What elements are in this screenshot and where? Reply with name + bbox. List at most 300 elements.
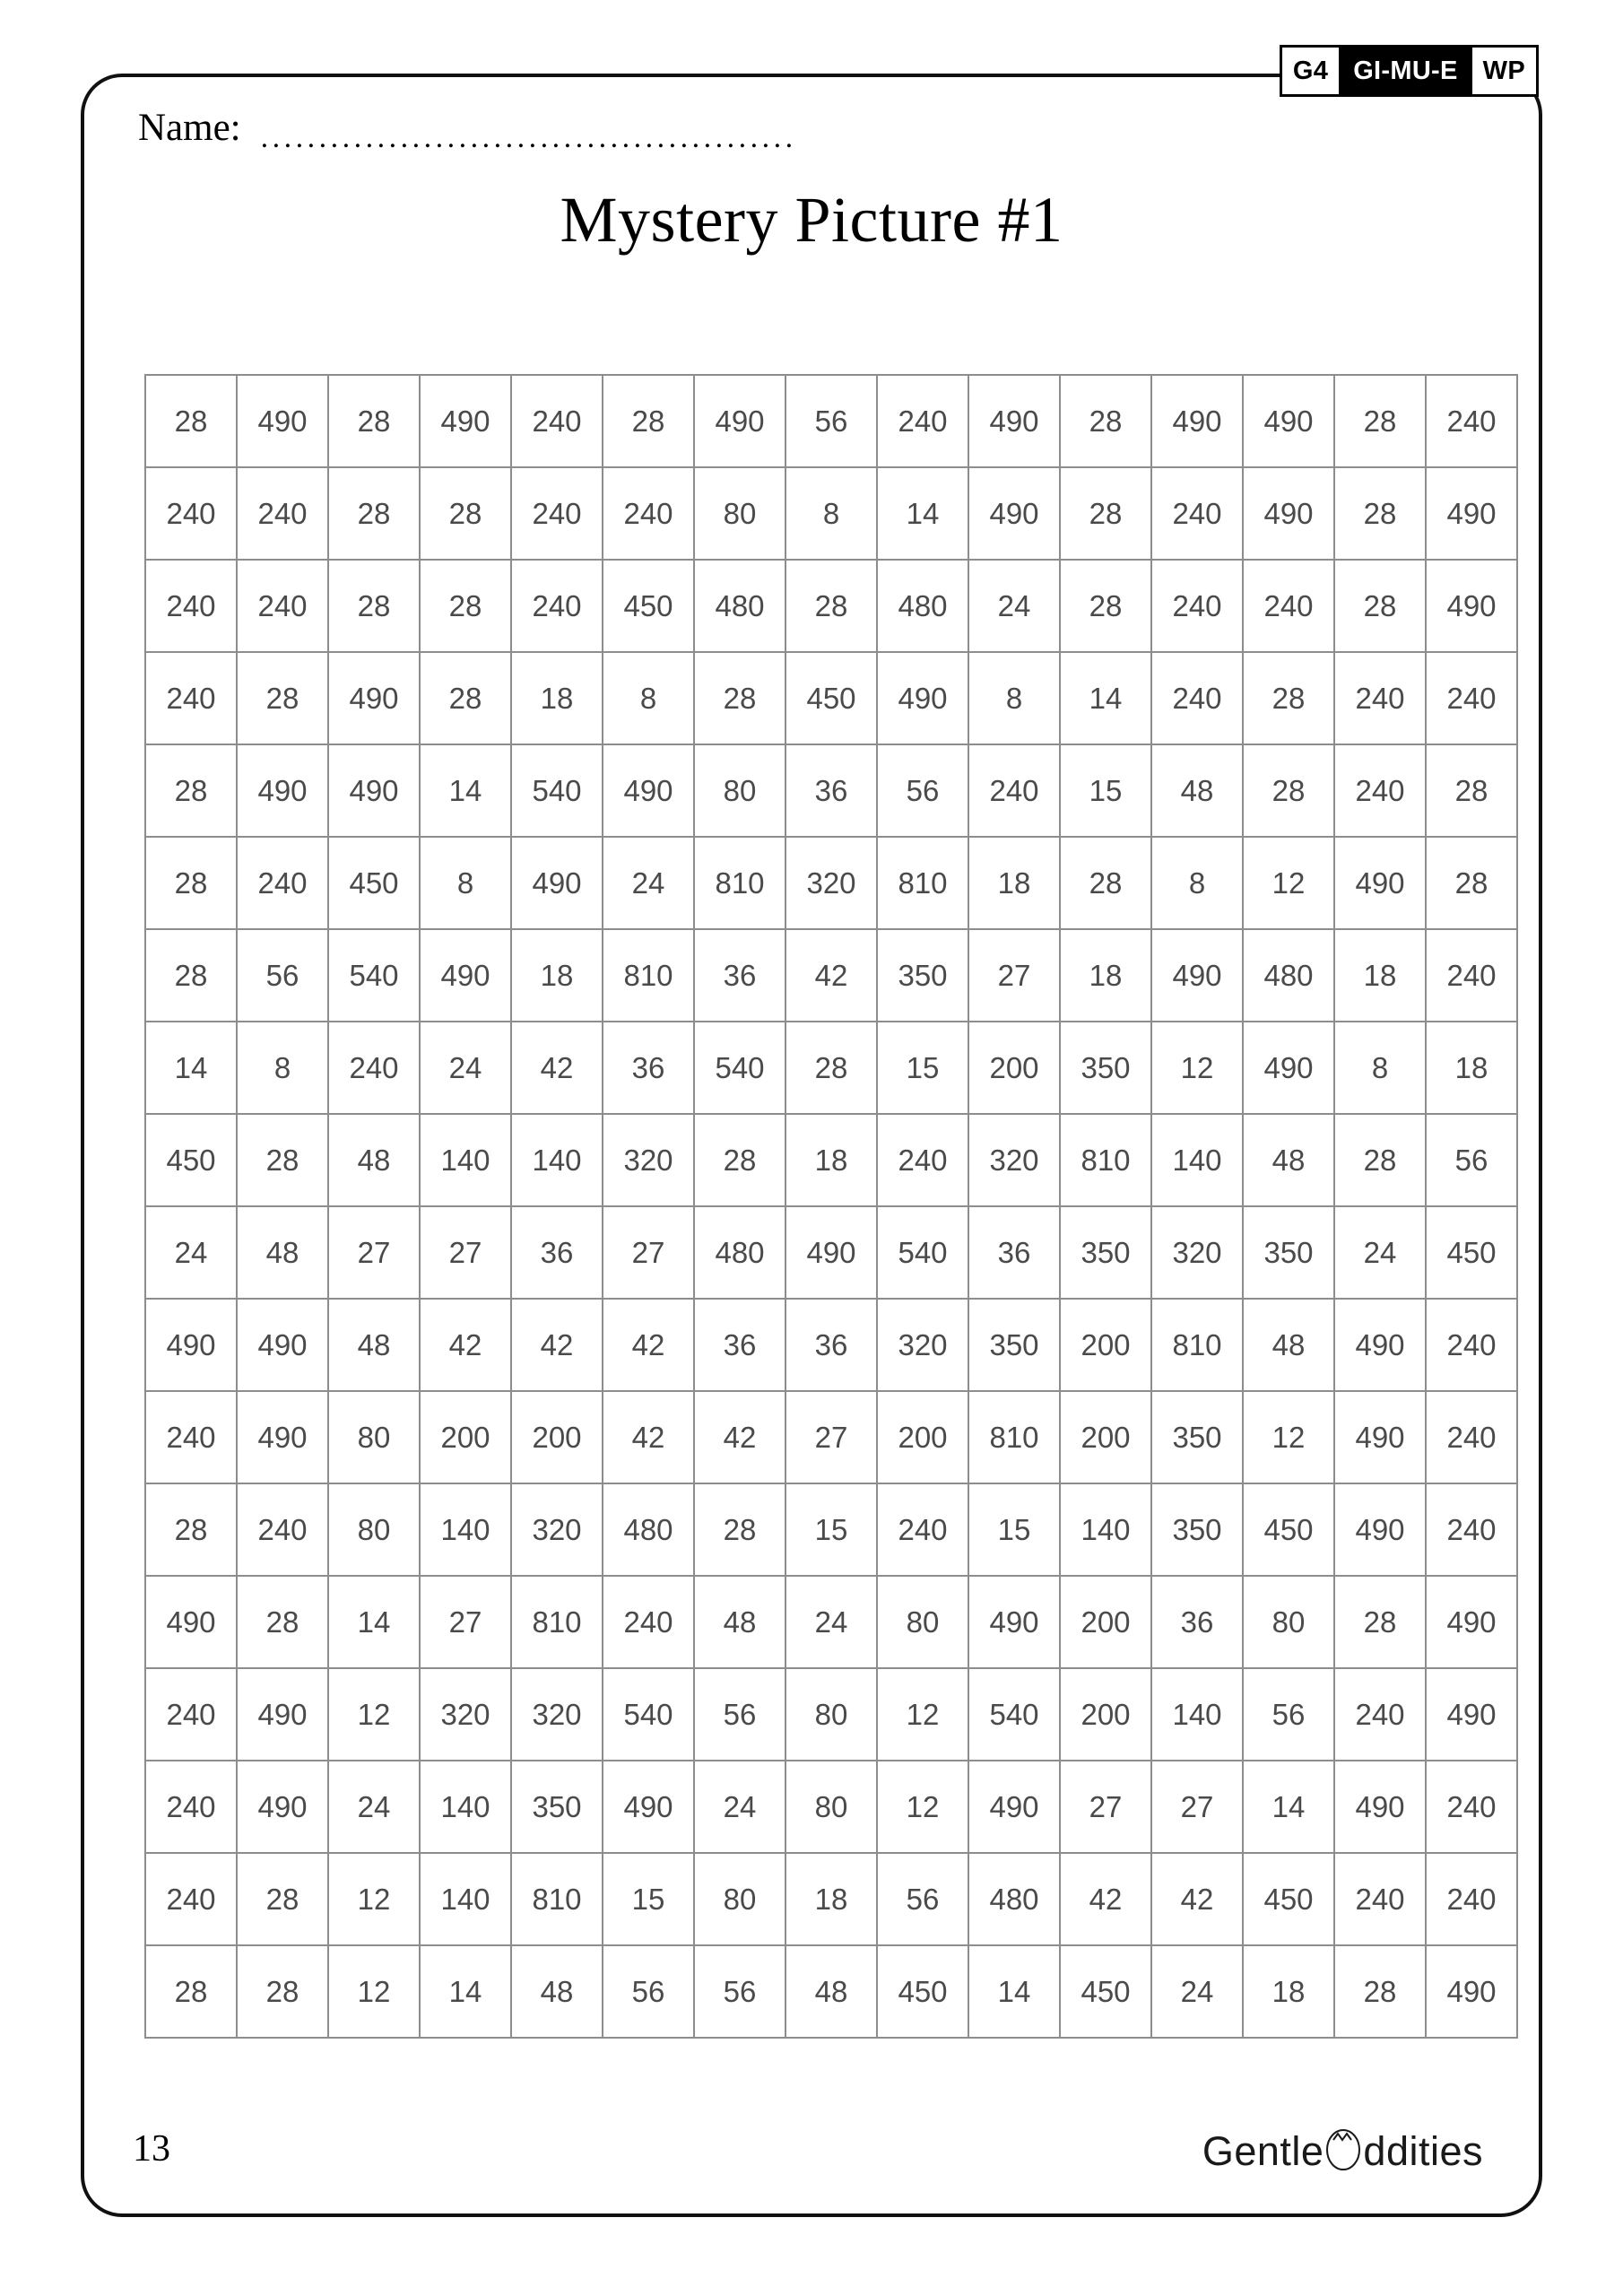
- grid-cell[interactable]: 490: [237, 744, 328, 837]
- grid-cell[interactable]: 240: [145, 1761, 237, 1853]
- grid-cell[interactable]: 480: [694, 1206, 785, 1299]
- grid-cell[interactable]: 140: [1060, 1483, 1151, 1576]
- grid-cell[interactable]: 24: [328, 1761, 420, 1853]
- grid-cell[interactable]: 140: [420, 1761, 511, 1853]
- badge-grade: G4: [1282, 48, 1339, 94]
- grid-cell[interactable]: 240: [328, 1022, 420, 1114]
- grid-cell[interactable]: 490: [1334, 1391, 1426, 1483]
- grid-cell[interactable]: 490: [877, 652, 968, 744]
- grid-cell[interactable]: 14: [877, 467, 968, 560]
- grid-cell[interactable]: 480: [1243, 929, 1334, 1022]
- grid-cell[interactable]: 350: [1151, 1391, 1243, 1483]
- grid-cell[interactable]: 36: [694, 929, 785, 1022]
- grid-cell[interactable]: 80: [694, 744, 785, 837]
- grid-cell[interactable]: 540: [328, 929, 420, 1022]
- grid-cell[interactable]: 490: [1243, 1022, 1334, 1114]
- grid-cell[interactable]: 810: [1151, 1299, 1243, 1391]
- grid-cell[interactable]: 200: [877, 1391, 968, 1483]
- grid-cell[interactable]: 540: [511, 744, 603, 837]
- grid-cell[interactable]: 540: [968, 1668, 1060, 1761]
- grid-cell[interactable]: 490: [145, 1299, 237, 1391]
- grid-cell[interactable]: 14: [968, 1945, 1060, 2038]
- grid-cell[interactable]: 12: [1243, 1391, 1334, 1483]
- grid-cell[interactable]: 27: [420, 1576, 511, 1668]
- grid-cell[interactable]: 28: [328, 375, 420, 467]
- grid-cell[interactable]: 240: [237, 560, 328, 652]
- grid-cell[interactable]: 450: [1060, 1945, 1151, 2038]
- grid-cell[interactable]: 28: [237, 1576, 328, 1668]
- grid-cell[interactable]: 28: [1060, 467, 1151, 560]
- grid-cell[interactable]: 140: [1151, 1114, 1243, 1206]
- grid-cell[interactable]: 350: [1060, 1206, 1151, 1299]
- grid-cell[interactable]: 490: [968, 1576, 1060, 1668]
- brand-name-prefix: Gentle: [1202, 2127, 1324, 2174]
- grid-cell[interactable]: 15: [785, 1483, 877, 1576]
- grid-cell[interactable]: 42: [511, 1022, 603, 1114]
- badge-type: WP: [1472, 48, 1536, 94]
- grid-cell[interactable]: 350: [1151, 1483, 1243, 1576]
- grid-row: [145, 375, 1517, 467]
- grid-cell[interactable]: 56: [603, 1945, 694, 2038]
- grid-cell[interactable]: 490: [1334, 1761, 1426, 1853]
- grid-cell[interactable]: 350: [968, 1299, 1060, 1391]
- grid-cell[interactable]: 12: [1151, 1022, 1243, 1114]
- name-field-row: [138, 106, 797, 154]
- grid-cell[interactable]: 28: [328, 560, 420, 652]
- grid-cell[interactable]: 350: [877, 929, 968, 1022]
- grid-cell[interactable]: 240: [1426, 1853, 1517, 1945]
- grid-cell[interactable]: 200: [1060, 1576, 1151, 1668]
- grid-cell[interactable]: 8: [1151, 837, 1243, 929]
- grid-cell[interactable]: 240: [511, 560, 603, 652]
- grid-cell[interactable]: 200: [1060, 1391, 1151, 1483]
- grid-cell[interactable]: 240: [1151, 560, 1243, 652]
- grid-cell[interactable]: 490: [968, 375, 1060, 467]
- grid-cell[interactable]: 28: [694, 652, 785, 744]
- grid-cell[interactable]: 42: [694, 1391, 785, 1483]
- grid-cell[interactable]: 240: [1334, 1668, 1426, 1761]
- grid-cell[interactable]: 36: [785, 744, 877, 837]
- grid-cell[interactable]: 240: [145, 1391, 237, 1483]
- grid-cell[interactable]: 48: [1243, 1299, 1334, 1391]
- grid-cell[interactable]: 490: [237, 1391, 328, 1483]
- grid-cell[interactable]: 490: [237, 1668, 328, 1761]
- grid-cell[interactable]: 56: [785, 375, 877, 467]
- grid-cell[interactable]: 18: [1243, 1945, 1334, 2038]
- grid-row: [145, 1761, 1517, 1853]
- grid-cell[interactable]: 28: [420, 560, 511, 652]
- grid-cell[interactable]: 27: [420, 1206, 511, 1299]
- grid-cell[interactable]: 240: [145, 1853, 237, 1945]
- grid-cell[interactable]: 490: [328, 744, 420, 837]
- grid-cell[interactable]: 450: [1243, 1483, 1334, 1576]
- grid-cell[interactable]: 240: [1334, 744, 1426, 837]
- grid-cell[interactable]: 240: [1334, 652, 1426, 744]
- grid-cell[interactable]: 450: [1426, 1206, 1517, 1299]
- grid-cell[interactable]: 28: [1334, 467, 1426, 560]
- grid-cell[interactable]: 18: [1060, 929, 1151, 1022]
- egg-icon: [1324, 2125, 1362, 2171]
- grid-cell[interactable]: 12: [328, 1853, 420, 1945]
- grid-cell[interactable]: 810: [694, 837, 785, 929]
- grid-cell[interactable]: 320: [968, 1114, 1060, 1206]
- grid-cell[interactable]: 24: [1334, 1206, 1426, 1299]
- grid-cell[interactable]: 810: [603, 929, 694, 1022]
- grid-cell[interactable]: 240: [145, 467, 237, 560]
- grid-cell[interactable]: 18: [785, 1114, 877, 1206]
- grid-cell[interactable]: 28: [694, 1483, 785, 1576]
- grid-cell[interactable]: 27: [603, 1206, 694, 1299]
- grid-cell[interactable]: 240: [1426, 929, 1517, 1022]
- grid-cell[interactable]: 240: [1426, 1391, 1517, 1483]
- grid-cell[interactable]: 240: [145, 652, 237, 744]
- grid-cell[interactable]: 42: [1060, 1853, 1151, 1945]
- grid-cell[interactable]: 480: [968, 1853, 1060, 1945]
- grid-cell[interactable]: 24: [968, 560, 1060, 652]
- grid-cell[interactable]: 350: [511, 1761, 603, 1853]
- grid-cell[interactable]: 490: [1426, 467, 1517, 560]
- grid-cell[interactable]: 240: [877, 1114, 968, 1206]
- grid-row: [145, 1206, 1517, 1299]
- grid-cell[interactable]: 140: [511, 1114, 603, 1206]
- grid-cell[interactable]: 28: [145, 744, 237, 837]
- grid-cell[interactable]: 490: [785, 1206, 877, 1299]
- grid-cell[interactable]: 28: [1334, 560, 1426, 652]
- grid-cell[interactable]: 490: [237, 1761, 328, 1853]
- grid-cell[interactable]: 42: [511, 1299, 603, 1391]
- grid-cell[interactable]: 28: [1243, 744, 1334, 837]
- grid-cell[interactable]: 42: [603, 1391, 694, 1483]
- grid-cell[interactable]: 320: [511, 1483, 603, 1576]
- grid-cell[interactable]: 490: [145, 1576, 237, 1668]
- grid-cell[interactable]: 200: [1060, 1668, 1151, 1761]
- grid-cell[interactable]: 490: [1426, 560, 1517, 652]
- grid-cell[interactable]: 320: [877, 1299, 968, 1391]
- grid-cell[interactable]: 14: [328, 1576, 420, 1668]
- grid-cell[interactable]: 56: [1426, 1114, 1517, 1206]
- grid-cell[interactable]: 27: [1060, 1761, 1151, 1853]
- grid-cell[interactable]: 490: [1426, 1945, 1517, 2038]
- grid-cell[interactable]: 810: [968, 1391, 1060, 1483]
- grid-cell[interactable]: 240: [237, 1483, 328, 1576]
- grid-cell[interactable]: 28: [420, 467, 511, 560]
- grid-cell[interactable]: 540: [694, 1022, 785, 1114]
- grid-cell[interactable]: 36: [1151, 1576, 1243, 1668]
- grid-cell[interactable]: 28: [1060, 375, 1151, 467]
- grid-cell[interactable]: 490: [237, 375, 328, 467]
- grid-cell[interactable]: 36: [603, 1022, 694, 1114]
- worksheet-page: [81, 56, 1542, 2217]
- grid-cell[interactable]: 28: [603, 375, 694, 467]
- grid-cell[interactable]: 18: [1426, 1022, 1517, 1114]
- grid-row: [145, 929, 1517, 1022]
- grid-cell[interactable]: 80: [785, 1668, 877, 1761]
- grid-cell[interactable]: 490: [1243, 375, 1334, 467]
- grid-row: [145, 1576, 1517, 1668]
- grid-cell[interactable]: 28: [145, 837, 237, 929]
- grid-row: [145, 837, 1517, 929]
- grid-cell[interactable]: 140: [420, 1853, 511, 1945]
- grid-cell[interactable]: 15: [877, 1022, 968, 1114]
- grid-cell[interactable]: 200: [511, 1391, 603, 1483]
- grid-cell[interactable]: 28: [237, 1945, 328, 2038]
- grid-cell[interactable]: 8: [785, 467, 877, 560]
- grid-cell[interactable]: 18: [511, 929, 603, 1022]
- grid-cell[interactable]: 12: [877, 1668, 968, 1761]
- grid-cell[interactable]: 240: [603, 1576, 694, 1668]
- grid-cell[interactable]: 240: [1426, 652, 1517, 744]
- grid-cell[interactable]: 490: [328, 652, 420, 744]
- grid-cell[interactable]: 27: [328, 1206, 420, 1299]
- grid-cell[interactable]: 240: [1426, 375, 1517, 467]
- grid-body: [145, 375, 1517, 2038]
- grid-cell[interactable]: 240: [877, 375, 968, 467]
- grid-cell[interactable]: 28: [1060, 837, 1151, 929]
- grid-cell[interactable]: 36: [694, 1299, 785, 1391]
- grid-cell[interactable]: 48: [694, 1576, 785, 1668]
- grid-cell[interactable]: 48: [785, 1945, 877, 2038]
- grid-cell[interactable]: 490: [1334, 1299, 1426, 1391]
- grid-cell[interactable]: 200: [1060, 1299, 1151, 1391]
- worksheet-code-badge: [1280, 45, 1539, 97]
- grid-cell[interactable]: 28: [1334, 1576, 1426, 1668]
- name-input-line[interactable]: ..............................................: [260, 121, 797, 154]
- name-label: Name:: [138, 107, 241, 149]
- grid-cell[interactable]: 8: [968, 652, 1060, 744]
- grid-cell[interactable]: 8: [1334, 1022, 1426, 1114]
- grid-cell[interactable]: 12: [328, 1945, 420, 2038]
- grid-cell[interactable]: 28: [694, 1114, 785, 1206]
- grid-cell[interactable]: 18: [785, 1853, 877, 1945]
- grid-cell[interactable]: 28: [785, 560, 877, 652]
- grid-cell[interactable]: 42: [603, 1299, 694, 1391]
- grid-cell[interactable]: 56: [1243, 1668, 1334, 1761]
- grid-cell[interactable]: 540: [603, 1668, 694, 1761]
- grid-cell[interactable]: 450: [328, 837, 420, 929]
- grid-cell[interactable]: 28: [145, 929, 237, 1022]
- grid-cell[interactable]: 18: [1334, 929, 1426, 1022]
- grid-cell[interactable]: 450: [145, 1114, 237, 1206]
- grid-cell[interactable]: 48: [511, 1945, 603, 2038]
- grid-row: [145, 1853, 1517, 1945]
- grid-cell[interactable]: 28: [145, 375, 237, 467]
- grid-cell[interactable]: 80: [785, 1761, 877, 1853]
- grid-cell[interactable]: 28: [145, 1483, 237, 1576]
- grid-cell[interactable]: 80: [694, 1853, 785, 1945]
- brand-name-suffix: ddities: [1363, 2127, 1483, 2174]
- mystery-picture-grid: [144, 374, 1518, 2039]
- grid-cell[interactable]: 480: [877, 560, 968, 652]
- grid-cell[interactable]: 490: [1426, 1576, 1517, 1668]
- grid-cell[interactable]: 450: [603, 560, 694, 652]
- grid-row: [145, 652, 1517, 744]
- grid-cell[interactable]: 12: [328, 1668, 420, 1761]
- grid-cell[interactable]: 56: [237, 929, 328, 1022]
- grid-cell[interactable]: 15: [603, 1853, 694, 1945]
- grid-cell[interactable]: 28: [1426, 837, 1517, 929]
- grid-cell[interactable]: 48: [328, 1299, 420, 1391]
- grid-cell[interactable]: 28: [1334, 1945, 1426, 2038]
- grid-cell[interactable]: 18: [511, 652, 603, 744]
- grid-cell[interactable]: 810: [877, 837, 968, 929]
- grid-cell[interactable]: 14: [1243, 1761, 1334, 1853]
- grid-cell[interactable]: 80: [328, 1391, 420, 1483]
- grid-cell[interactable]: 240: [1243, 560, 1334, 652]
- grid-row: [145, 1668, 1517, 1761]
- grid-cell[interactable]: 140: [420, 1114, 511, 1206]
- grid-cell[interactable]: 18: [968, 837, 1060, 929]
- grid-cell[interactable]: 480: [603, 1483, 694, 1576]
- grid-cell[interactable]: 490: [1334, 837, 1426, 929]
- grid-cell[interactable]: 320: [785, 837, 877, 929]
- grid-cell[interactable]: 14: [145, 1022, 237, 1114]
- grid-cell[interactable]: 56: [877, 744, 968, 837]
- grid-cell[interactable]: 490: [1426, 1668, 1517, 1761]
- grid-cell[interactable]: 490: [420, 375, 511, 467]
- grid-cell[interactable]: 320: [511, 1668, 603, 1761]
- grid-cell[interactable]: 14: [420, 1945, 511, 2038]
- grid-cell[interactable]: 28: [328, 467, 420, 560]
- grid-cell[interactable]: 450: [877, 1945, 968, 2038]
- grid-cell[interactable]: 240: [1426, 1761, 1517, 1853]
- grid-cell[interactable]: 28: [420, 652, 511, 744]
- grid-cell[interactable]: 28: [145, 1945, 237, 2038]
- grid-cell[interactable]: 24: [603, 837, 694, 929]
- grid-cell[interactable]: 24: [145, 1206, 237, 1299]
- grid-cell[interactable]: 28: [237, 1853, 328, 1945]
- grid-cell[interactable]: 450: [785, 652, 877, 744]
- grid-cell[interactable]: 28: [1426, 744, 1517, 837]
- grid-cell[interactable]: 490: [968, 467, 1060, 560]
- grid-cell[interactable]: 28: [1243, 652, 1334, 744]
- grid-cell[interactable]: 350: [1243, 1206, 1334, 1299]
- grid-cell[interactable]: 240: [1426, 1483, 1517, 1576]
- grid-cell[interactable]: 320: [603, 1114, 694, 1206]
- grid-cell[interactable]: 36: [968, 1206, 1060, 1299]
- grid-cell[interactable]: 490: [603, 744, 694, 837]
- grid-row: [145, 560, 1517, 652]
- grid-cell[interactable]: 140: [420, 1483, 511, 1576]
- grid-cell[interactable]: 28: [1334, 1114, 1426, 1206]
- grid-cell[interactable]: 28: [1334, 375, 1426, 467]
- grid-cell[interactable]: 240: [237, 837, 328, 929]
- grid-cell[interactable]: 200: [968, 1022, 1060, 1114]
- page-title: Mystery Picture #1: [560, 184, 1063, 256]
- grid-cell[interactable]: 490: [1334, 1483, 1426, 1576]
- grid-cell[interactable]: 240: [511, 375, 603, 467]
- grid-cell[interactable]: 810: [511, 1576, 603, 1668]
- grid-cell[interactable]: 490: [694, 375, 785, 467]
- grid-cell[interactable]: 80: [1243, 1576, 1334, 1668]
- grid-cell[interactable]: 490: [968, 1761, 1060, 1853]
- grid-cell[interactable]: 490: [237, 1299, 328, 1391]
- grid-cell[interactable]: 28: [237, 1114, 328, 1206]
- grid-cell[interactable]: 8: [603, 652, 694, 744]
- grid-cell[interactable]: 14: [420, 744, 511, 837]
- grid-cell[interactable]: 480: [694, 560, 785, 652]
- grid-row: [145, 1391, 1517, 1483]
- grid-cell[interactable]: 24: [785, 1576, 877, 1668]
- grid-cell[interactable]: 490: [420, 929, 511, 1022]
- grid-cell[interactable]: 8: [420, 837, 511, 929]
- brand-logo: [1202, 2127, 1483, 2174]
- grid-cell[interactable]: 48: [237, 1206, 328, 1299]
- grid-row: [145, 1483, 1517, 1576]
- grid-cell[interactable]: 450: [1243, 1853, 1334, 1945]
- grid-row: [145, 1114, 1517, 1206]
- grid-cell[interactable]: 8: [237, 1022, 328, 1114]
- grid-cell[interactable]: 48: [1243, 1114, 1334, 1206]
- grid-cell[interactable]: 56: [694, 1668, 785, 1761]
- grid-row: [145, 744, 1517, 837]
- grid-row: [145, 1945, 1517, 2038]
- grid-cell[interactable]: 350: [1060, 1022, 1151, 1114]
- grid-cell[interactable]: 140: [1151, 1668, 1243, 1761]
- grid-cell[interactable]: 15: [1060, 744, 1151, 837]
- grid-cell[interactable]: 490: [603, 1761, 694, 1853]
- grid-cell[interactable]: 42: [785, 929, 877, 1022]
- grid-cell[interactable]: 320: [1151, 1206, 1243, 1299]
- grid-cell[interactable]: 240: [1151, 467, 1243, 560]
- grid-cell[interactable]: 14: [1060, 652, 1151, 744]
- grid-cell[interactable]: 240: [145, 1668, 237, 1761]
- grid-cell[interactable]: 490: [1243, 467, 1334, 560]
- grid-cell[interactable]: 28: [237, 652, 328, 744]
- grid-cell[interactable]: 24: [420, 1022, 511, 1114]
- grid-row: [145, 1022, 1517, 1114]
- grid-cell[interactable]: 27: [1151, 1761, 1243, 1853]
- grid-cell[interactable]: 56: [877, 1853, 968, 1945]
- grid-cell[interactable]: 28: [785, 1022, 877, 1114]
- grid-cell[interactable]: 24: [694, 1761, 785, 1853]
- grid-cell[interactable]: 80: [328, 1483, 420, 1576]
- grid-cell[interactable]: 48: [328, 1114, 420, 1206]
- grid-cell[interactable]: 240: [145, 560, 237, 652]
- grid-cell[interactable]: 490: [1151, 929, 1243, 1022]
- grid-cell[interactable]: 240: [877, 1483, 968, 1576]
- grid-cell[interactable]: 12: [1243, 837, 1334, 929]
- grid-cell[interactable]: 240: [1151, 652, 1243, 744]
- grid-cell[interactable]: 12: [877, 1761, 968, 1853]
- grid-cell[interactable]: 80: [694, 467, 785, 560]
- grid-cell[interactable]: 540: [877, 1206, 968, 1299]
- grid-cell[interactable]: 490: [511, 837, 603, 929]
- grid-cell[interactable]: 28: [1060, 560, 1151, 652]
- grid-cell[interactable]: 200: [420, 1391, 511, 1483]
- grid-cell[interactable]: 240: [511, 467, 603, 560]
- grid-cell[interactable]: 320: [420, 1668, 511, 1761]
- grid-cell[interactable]: 810: [1060, 1114, 1151, 1206]
- grid-cell[interactable]: 240: [603, 467, 694, 560]
- grid-cell[interactable]: 15: [968, 1483, 1060, 1576]
- grid-cell[interactable]: 42: [1151, 1853, 1243, 1945]
- grid-cell[interactable]: 42: [420, 1299, 511, 1391]
- grid-cell[interactable]: 490: [1151, 375, 1243, 467]
- grid-cell[interactable]: 27: [785, 1391, 877, 1483]
- grid-cell[interactable]: 27: [968, 929, 1060, 1022]
- grid-cell[interactable]: 36: [511, 1206, 603, 1299]
- grid-cell[interactable]: 240: [1426, 1299, 1517, 1391]
- grid-cell[interactable]: 56: [694, 1945, 785, 2038]
- grid-cell[interactable]: 810: [511, 1853, 603, 1945]
- grid-cell[interactable]: 240: [968, 744, 1060, 837]
- grid-cell[interactable]: 80: [877, 1576, 968, 1668]
- grid-cell[interactable]: 240: [1334, 1853, 1426, 1945]
- grid-cell[interactable]: 24: [1151, 1945, 1243, 2038]
- grid-cell[interactable]: 48: [1151, 744, 1243, 837]
- grid-cell[interactable]: 240: [237, 467, 328, 560]
- grid-cell[interactable]: 36: [785, 1299, 877, 1391]
